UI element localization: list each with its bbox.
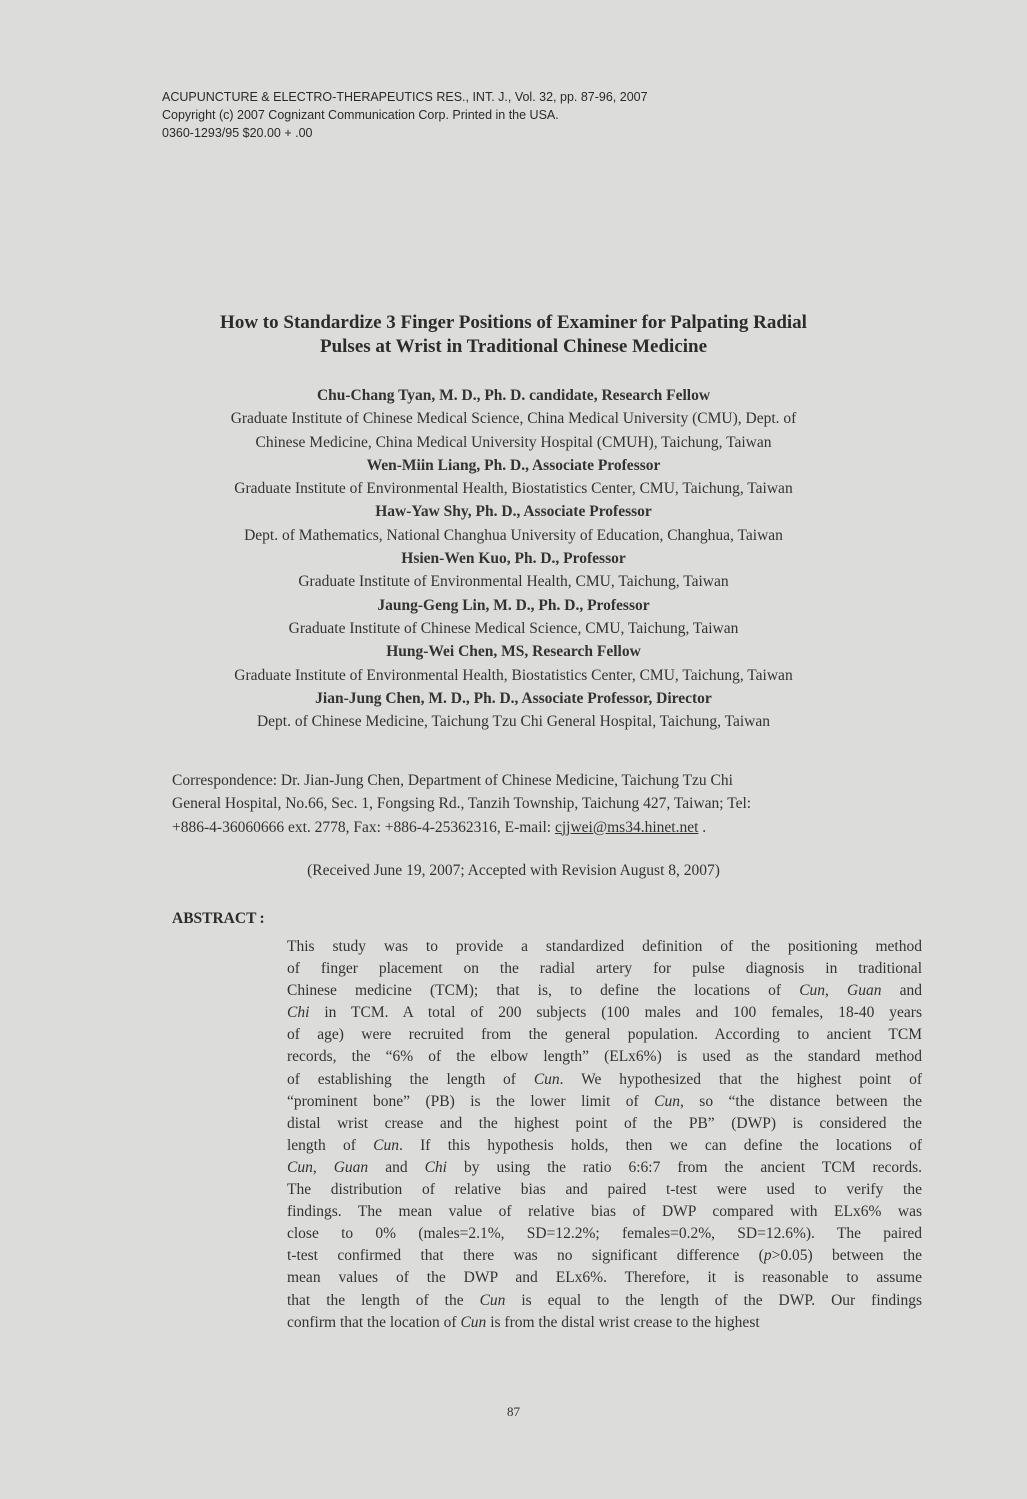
abstract-line bbox=[287, 1113, 922, 1135]
italic-term: Cun bbox=[479, 1291, 506, 1309]
correspondence-line-1: Correspondence: Dr. Jian-Jung Chen, Department of Chinese Medicine, Taichung Tzu Chi bbox=[172, 772, 733, 789]
author-affiliation: Graduate Institute of Chinese Medical Science, CMU, Taichung, Taiwan bbox=[288, 619, 739, 637]
italic-term: Cun bbox=[533, 1070, 560, 1088]
abstract-text: distal wrist crease and the highest point of the PB” (DWP) is considered the bbox=[287, 1114, 922, 1132]
title-line-1: How to Standardize 3 Finger Positions of Examiner for Palpating Radial bbox=[220, 312, 807, 333]
abstract-text: is equal to the length of the DWP. Our findings bbox=[505, 1291, 922, 1309]
abstract-text: is from the distal wrist crease to the highest bbox=[486, 1313, 760, 1331]
italic-term: Chi bbox=[287, 1004, 310, 1022]
abstract-text: The distribution of relative bias and paired t-test were used to verify the bbox=[287, 1181, 922, 1199]
abstract-line bbox=[287, 1245, 922, 1267]
received-dates: (Received June 19, 2007; Accepted with Revision August 8, 2007) bbox=[307, 862, 720, 879]
author-name: Wen-Miin Liang, Ph. D., Associate Professor bbox=[366, 456, 661, 474]
correspondence-block bbox=[172, 769, 932, 839]
italic-term: Guan bbox=[847, 982, 882, 1000]
author-name: Jian-Jung Chen, M. D., Ph. D., Associate Professor, Director bbox=[315, 689, 712, 707]
correspondence-end: . bbox=[698, 818, 707, 836]
author-name: Hung-Wei Chen, MS, Research Fellow bbox=[386, 643, 641, 661]
author-affiliation: Graduate Institute of Environmental Health, CMU, Taichung, Taiwan bbox=[298, 573, 729, 591]
page-number: 87 bbox=[507, 1404, 520, 1419]
abstract-text: close to 0% (males=2.1%, SD=12.2%; females=0.2%, SD=12.6%). The paired bbox=[287, 1225, 922, 1243]
abstract-line bbox=[287, 1002, 922, 1024]
abstract-line bbox=[287, 1312, 922, 1334]
abstract-line bbox=[287, 1157, 922, 1179]
abstract-line bbox=[287, 1135, 922, 1157]
paper-title bbox=[100, 311, 927, 359]
abstract-text: and bbox=[368, 1158, 425, 1176]
copyright-line: Copyright (c) 2007 Cognizant Communication Corp. Printed in the USA. bbox=[162, 108, 559, 122]
abstract-text: by using the ratio 6:6:7 from the ancient TCM records. bbox=[447, 1158, 922, 1176]
abstract-text: of age) were recruited from the general population. According to ancient TCM bbox=[287, 1026, 922, 1044]
italic-term: Cun bbox=[287, 1158, 313, 1176]
abstract-text: length of bbox=[287, 1136, 374, 1154]
italic-term: Guan bbox=[333, 1158, 369, 1176]
italic-term: Cun bbox=[373, 1136, 400, 1154]
author-name: Chu-Chang Tyan, M. D., Ph. D. candidate, Research Fellow bbox=[316, 387, 711, 404]
journal-citation: ACUPUNCTURE & ELECTRO-THERAPEUTICS RES., INT. J., Vol. 32, pp. 87-96, 2007 bbox=[162, 90, 648, 104]
abstract-text: confirm that the location of bbox=[287, 1313, 461, 1331]
abstract-line bbox=[287, 1290, 922, 1312]
author-affiliation: Chinese Medicine, China Medical University Hospital (CMUH), Taichung, Taiwan bbox=[255, 433, 772, 451]
correspondence-line-2: General Hospital, No.66, Sec. 1, Fongsing Rd., Tanzih Township, Taichung 427, Taiwan; Tel: bbox=[172, 795, 752, 813]
italic-term: Cun bbox=[654, 1092, 680, 1110]
abstract-text: and bbox=[881, 982, 922, 1000]
abstract-text: This study was to provide a standardized definition of the positioning method bbox=[287, 938, 922, 955]
author-affiliation: Dept. of Mathematics, National Changhua University of Education, Changhua, Taiwan bbox=[244, 526, 783, 544]
journal-header bbox=[162, 88, 648, 142]
abstract-text: . If this hypothesis holds, then we can define the locations of bbox=[399, 1136, 922, 1154]
abstract-heading: ABSTRACT : bbox=[172, 910, 265, 927]
contact-numbers: +886-4-36060666 ext. 2778, Fax: +886-4-25362316, E-mail: bbox=[172, 818, 555, 836]
issn-price-line: 0360-1293/95 $20.00 + .00 bbox=[162, 126, 313, 140]
italic-term: p bbox=[763, 1247, 772, 1265]
abstract-line bbox=[287, 1024, 922, 1046]
abstract-text: that the length of the bbox=[287, 1291, 480, 1309]
italic-term: Cun bbox=[460, 1313, 487, 1331]
abstract-text: , bbox=[825, 982, 848, 1000]
abstract-text: , bbox=[312, 1158, 334, 1176]
italic-term: Chi bbox=[424, 1158, 447, 1176]
abstract-line bbox=[287, 1046, 922, 1068]
author-affiliation: Graduate Institute of Environmental Health, Biostatistics Center, CMU, Taichung, Taiwan bbox=[234, 480, 793, 498]
author-affiliation: Graduate Institute of Environmental Health, Biostatistics Center, CMU, Taichung, Taiwan bbox=[234, 666, 793, 684]
email-link[interactable]: cjjwei@ms34.hinet.net bbox=[554, 818, 699, 836]
abstract-text: , so “the distance between the bbox=[679, 1092, 922, 1110]
abstract-text: findings. The mean value of relative bias of DWP compared with ELx6% was bbox=[287, 1203, 922, 1221]
title-line-2: Pulses at Wrist in Traditional Chinese Medicine bbox=[319, 336, 708, 357]
abstract-text: Chinese medicine (TCM); that is, to define the locations of bbox=[287, 982, 800, 1000]
italic-term: Cun bbox=[799, 982, 826, 1000]
abstract-text: . We hypothesized that the highest point of bbox=[559, 1070, 922, 1088]
abstract-text: mean values of the DWP and ELx6%. Therefore, it is reasonable to assume bbox=[287, 1269, 922, 1287]
correspondence-line-3 bbox=[172, 816, 932, 839]
author-affiliation: Graduate Institute of Chinese Medical Science, China Medical University (CMU), Dept. of bbox=[230, 410, 797, 428]
author-list bbox=[60, 384, 967, 733]
abstract-line bbox=[287, 936, 922, 958]
abstract-line bbox=[287, 958, 922, 980]
abstract-text: of finger placement on the radial artery for pulse diagnosis in traditional bbox=[287, 960, 922, 978]
abstract-line bbox=[287, 1091, 922, 1113]
abstract-text: records, the “6% of the elbow length” (ELx6%) is used as the standard method bbox=[287, 1048, 922, 1066]
abstract-line bbox=[287, 1201, 922, 1223]
author-name: Haw-Yaw Shy, Ph. D., Associate Professor bbox=[375, 503, 652, 521]
author-affiliation: Dept. of Chinese Medicine, Taichung Tzu Chi General Hospital, Taichung, Taiwan bbox=[256, 713, 770, 731]
abstract-line bbox=[287, 1223, 922, 1245]
abstract-line bbox=[287, 1267, 922, 1289]
abstract-line bbox=[287, 1179, 922, 1201]
author-name: Hsien-Wen Kuo, Ph. D., Professor bbox=[401, 550, 626, 568]
abstract-line bbox=[287, 1069, 922, 1091]
abstract-text: “prominent bone” (PB) is the lower limit of bbox=[287, 1092, 655, 1110]
abstract-text: t-test confirmed that there was no significant difference ( bbox=[287, 1247, 764, 1265]
abstract-line bbox=[287, 980, 922, 1002]
abstract-body bbox=[287, 936, 922, 1334]
abstract-text: of establishing the length of bbox=[287, 1070, 534, 1088]
author-name: Jaung-Geng Lin, M. D., Ph. D., Professor bbox=[377, 596, 650, 614]
abstract-text: in TCM. A total of 200 subjects (100 males and 100 females, 18-40 years bbox=[309, 1004, 922, 1022]
abstract-text: >0.05) between the bbox=[771, 1247, 922, 1265]
